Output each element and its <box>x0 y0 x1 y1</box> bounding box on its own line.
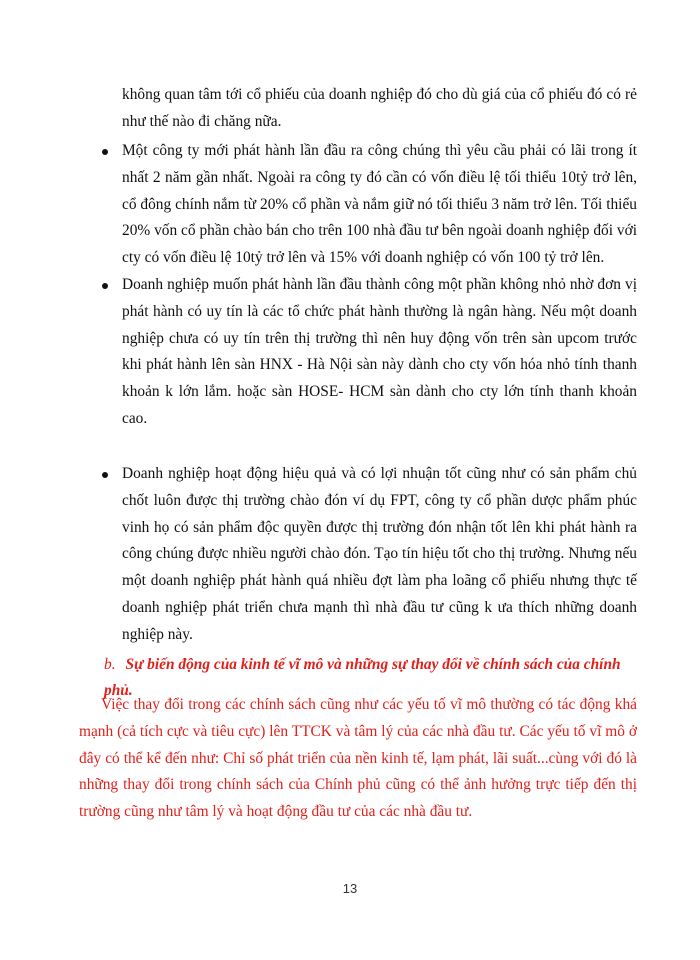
continuation-text: không quan tâm tới cổ phiếu của doanh nghiệp đó cho dù giá của cổ phiếu đó có rẻ như thế nào đi chăng nữa. <box>122 86 637 130</box>
bullet-dot-icon <box>102 149 108 155</box>
bullet-dot-icon <box>102 283 108 289</box>
bullet-text: Một công ty mới phát hành lần đầu ra công chúng thì yêu cầu phải có lãi trong ít nhất 2 năm gần nhất. Ngoài ra công ty đó cần có vốn điều lệ tối thiểu 10tỷ trở lên, cổ đông chính nắm từ 20% cổ phần và nắm giữ nó tối thiểu 3 năm trở lên. Tối thiểu 20% vốn cổ phần chào bán cho trên 100 nhà đầu tư bên ngoài doanh nghiệp đối với cty có vốn điều lệ 10tỷ trở lên và 15% với doanh nghiệp có vốn 100 tỷ trở lên. <box>122 142 637 267</box>
bullet-item-1 <box>122 138 637 272</box>
bullet-text: Doanh nghiệp muốn phát hành lần đầu thành công một phần không nhỏ nhờ đơn vị phát hành có uy tín là các tổ chức phát hành thường là ngân hàng. Nếu một doanh nghiệp chưa có uy tín trên thị trường thì nên huy động vốn trên sàn upcom trước khi phát hành lên sàn HNX - Hà Nội sàn này dành cho cty vốn hóa nhỏ tính thanh khoản k lớn lắm. hoặc sàn HOSE- HCM sàn dành cho cty lớn tính thanh khoản cao. <box>122 276 637 427</box>
section-title: Sự biến động của kinh tế vĩ mô và những sự thay đổi về chính sách của chính phủ. <box>104 656 621 699</box>
bullet-item-2 <box>122 272 637 433</box>
section-paragraph: Việc thay đổi trong các chính sách cũng như các yếu tố vĩ mô thường có tác động khá mạnh (cả tích cực và tiêu cực) lên TTCK và tâm lý của các nhà đầu tư. Các yếu tố vĩ mô ở đây có thể kể đến như: Chỉ số phát triển của nền kinh tế, lạm phát, lãi suất...cùng với đó là những thay đổi trong chính sách của Chính phủ cũng có thể ảnh hưởng trực tiếp đến thị trường cũng như tâm lý và hoạt động đầu tư của các nhà đầu tư. <box>79 696 637 821</box>
page-number: 13 <box>342 881 358 896</box>
section-label: b. <box>104 656 116 673</box>
bullet-item-3 <box>122 461 637 649</box>
bullet-dot-icon <box>102 472 108 478</box>
bullet-text: Doanh nghiệp hoạt động hiệu quả và có lợi nhuận tốt cũng như có sản phẩm chủ chốt luôn được thị trường chào đón ví dụ FPT, công ty cổ phần dược phẩm phúc vinh họ có sản phẩm độc quyền được thị trường đón nhận tốt lên khi phát hành ra công chúng được nhiều người chào đón. Tạo tín hiệu tốt cho thị trường. Nhưng nếu một doanh nghiệp phát hành quá nhiều đợt làm pha loãng cổ phiếu nhưng thực tế doanh nghiệp phát triển chưa mạnh thì nhà đầu tư cũng k ưa thích những doanh nghiệp này. <box>122 465 637 643</box>
